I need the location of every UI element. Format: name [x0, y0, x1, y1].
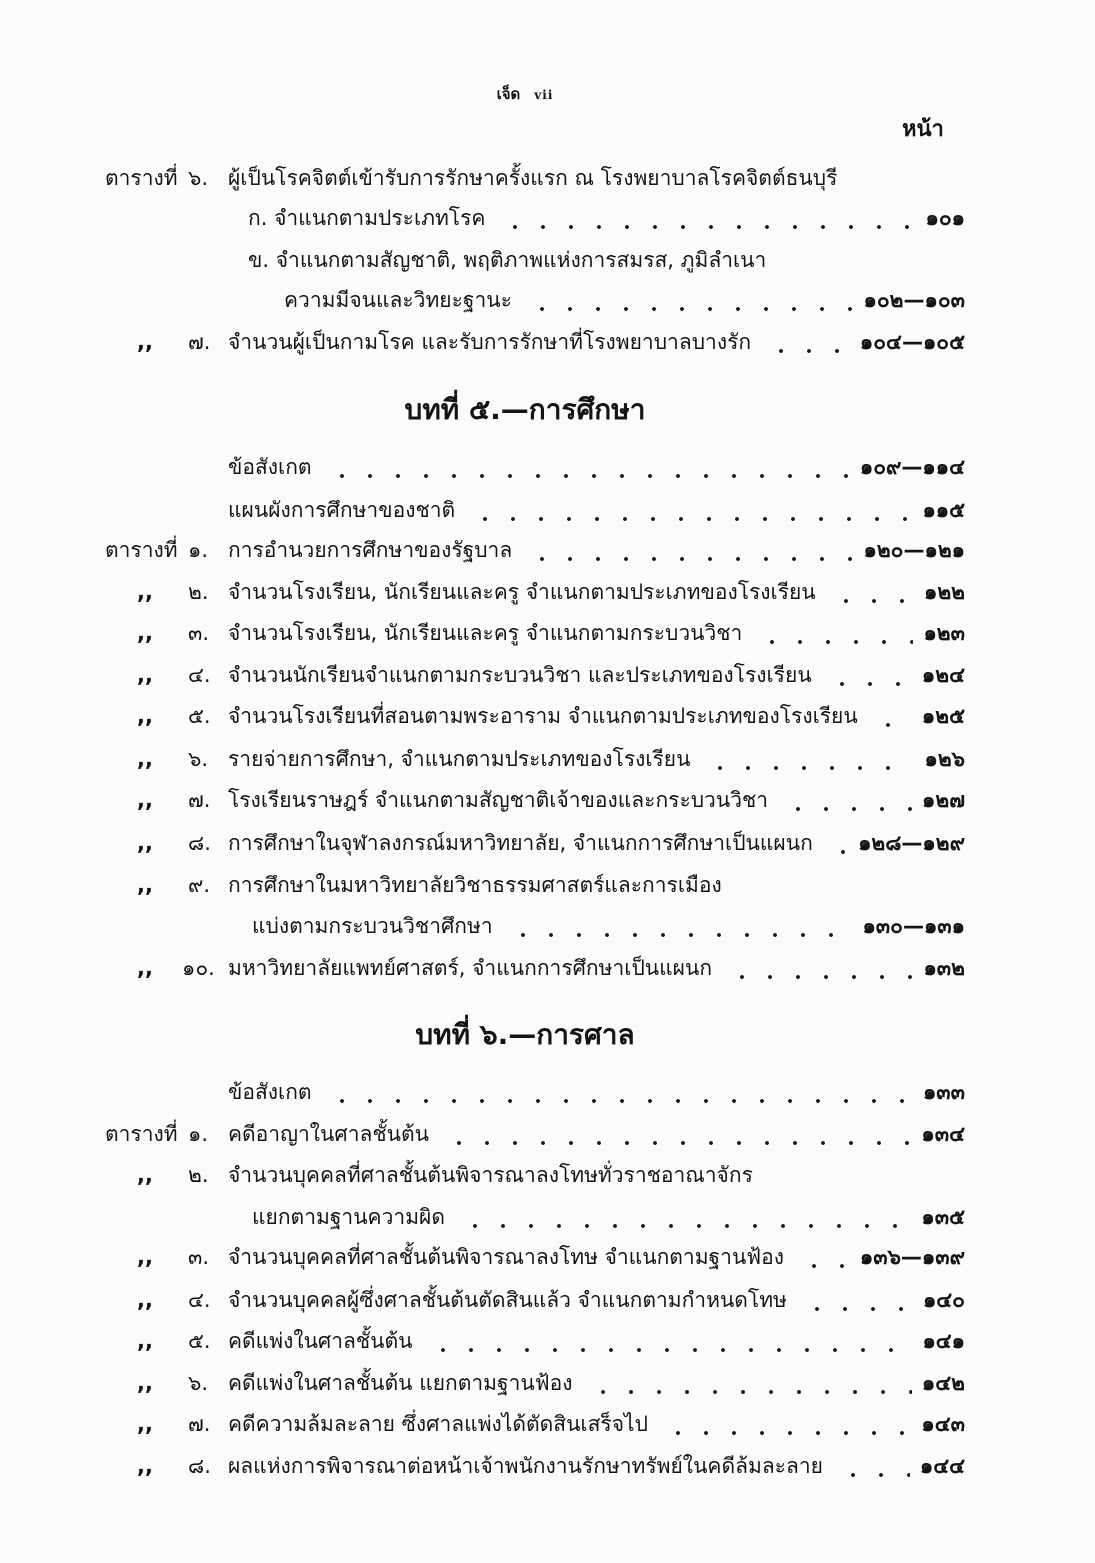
entry-title: จำนวนบุคคลที่ศาลชั้นต้นพิจารณาลงโทษทั่วราชอาณาจักร	[228, 1163, 753, 1187]
page-number: ๑๐๙—๑๑๔	[859, 455, 965, 479]
entry-title: จำนวนโรงเรียนที่สอนตามพระอาราม จำแนกตามประเภทของโรงเรียน	[228, 704, 858, 728]
dot-leader	[761, 322, 850, 362]
entry-title: จำแนกตามประเภทโรค	[274, 206, 486, 230]
entry-number: ๕.	[188, 1329, 211, 1353]
entry-number: ๕.	[188, 704, 211, 728]
entry-number: ๔.	[188, 1288, 211, 1312]
dot-leader	[822, 655, 912, 695]
table-label: ตารางที่	[105, 1122, 178, 1146]
toc-entry	[0, 823, 1095, 863]
entry-number: ๖.	[188, 1371, 209, 1395]
page-number: ๑๓๒	[923, 956, 965, 980]
entry-title: จำนวนโรงเรียน, นักเรียนและครู จำแนกตามกระบวนวิชา	[228, 621, 743, 645]
entry-title: รายจ่ายการศึกษา, จำแนกตามประเภทของโรงเรียน	[228, 747, 691, 771]
ditto-mark: ,,	[137, 1163, 153, 1187]
ditto-mark: ,,	[137, 1288, 153, 1312]
entry-title: จำนวนโรงเรียน, นักเรียนและครู จำแนกตามประเภทของโรงเรียน	[228, 580, 816, 604]
toc-subentry	[0, 240, 1095, 280]
entry-number: ๗.	[188, 788, 211, 812]
entry-number: ๒.	[188, 580, 209, 604]
toc-entry	[0, 572, 1095, 612]
dot-leader	[833, 1446, 910, 1486]
page-number: ๑๐๑	[925, 206, 965, 230]
dot-leader	[522, 280, 854, 320]
toc-entry	[0, 1280, 1095, 1320]
page-number: ๑๒๗	[922, 788, 965, 812]
entry-number: ๖.	[188, 166, 209, 190]
entry-number: ๓.	[188, 1245, 210, 1269]
entry-title: แผนผังการศึกษาของชาติ	[228, 498, 456, 522]
table-label: ตารางที่	[105, 166, 178, 190]
page-number: ๑๒๘—๑๒๙	[858, 831, 965, 855]
ditto-mark: ,,	[137, 1371, 153, 1395]
page-number: ๑๔๑	[922, 1329, 965, 1353]
entry-number: ๒.	[188, 1163, 209, 1187]
entry-title: การอำนวยการศึกษาของรัฐบาล	[228, 538, 513, 562]
dot-leader	[658, 1404, 911, 1444]
toc-entry-continuation	[0, 906, 1095, 946]
ditto-mark: ,,	[137, 831, 153, 855]
ditto-mark: ,,	[137, 747, 153, 771]
page-number: ๑๒๓	[923, 621, 965, 645]
dot-leader	[797, 1280, 913, 1320]
toc-entry	[0, 1155, 1095, 1195]
dot-leader	[826, 572, 914, 612]
table-label: ตารางที่	[105, 538, 178, 562]
page-number: ๑๓๖—๑๓๙	[859, 1245, 965, 1269]
page-number: ๑๔๔	[919, 1454, 965, 1478]
page-number: ๑๓๔	[921, 1122, 965, 1146]
entry-title: มหาวิทยาลัยแพทย์ศาสตร์, จำแนกการศึกษาเป็นแผนก	[228, 956, 713, 980]
entry-title: จำนวนผู้เป็นกามโรค และรับการรักษาที่โรงพยาบาลบางรัก	[228, 330, 752, 354]
ditto-mark: ,,	[137, 1329, 153, 1353]
page-header	[0, 82, 1050, 107]
dot-leader	[823, 823, 848, 863]
page-roman-numeral: vii	[534, 88, 554, 102]
ditto-mark: ,,	[137, 704, 153, 728]
entry-number: ๗.	[188, 330, 211, 354]
entry-title: ผู้เป็นโรคจิตต์เข้ารับการรักษาครั้งแรก ณ โรงพยาบาลโรคจิตต์ธนบุรี	[228, 166, 838, 190]
entry-title: การศึกษาในมหาวิทยาลัยวิชาธรรมศาสตร์และการเมือง	[228, 873, 722, 897]
dot-leader	[322, 447, 850, 487]
page-number: ๑๔๒	[921, 1371, 965, 1395]
entry-title: คดีแพ่งในศาลชั้นต้น	[228, 1329, 413, 1353]
entry-title: ผลแห่งการพิจารณาต่อหน้าเจ้าพนักงานรักษาทรัพย์ในคดีล้มละลาย	[228, 1454, 823, 1478]
dot-leader	[423, 1321, 913, 1361]
page-number: ๑๔๓	[921, 1412, 965, 1436]
page-number: ๑๒๐—๑๒๑	[863, 538, 965, 562]
dot-leader	[465, 490, 912, 530]
page-number: ๑๑๕	[922, 498, 965, 522]
entry-title: คดีความล้มละลาย ซึ่งศาลแพ่งได้ตัดสินเสร็จไป	[228, 1412, 648, 1436]
entry-title: คดีแพ่งในศาลชั้นต้น แยกตามฐานฟ้อง	[228, 1371, 573, 1395]
ditto-mark: ,,	[137, 788, 153, 812]
page-number: ๑๓๓	[922, 1080, 965, 1104]
toc-entry	[0, 696, 1095, 736]
ditto-mark: ,,	[137, 663, 153, 687]
ditto-mark: ,,	[137, 1245, 153, 1269]
ditto-mark: ,,	[137, 956, 153, 980]
toc-entry	[0, 447, 1095, 487]
toc-entry	[0, 158, 1095, 198]
entry-title-continued: แยกตามฐานความผิด	[252, 1205, 445, 1229]
entry-title: การศึกษาในจุฬาลงกรณ์มหาวิทยาลัย, จำแนกการศึกษาเป็นแผนก	[228, 831, 813, 855]
ditto-mark: ,,	[137, 1454, 153, 1478]
entry-title-continued: แบ่งตามกระบวนวิชาศึกษา	[252, 914, 493, 938]
toc-subentry	[0, 198, 1095, 238]
page-number: ๑๒๔	[921, 663, 965, 687]
page-number: ๑๒๒	[923, 580, 965, 604]
toc-entry	[0, 1363, 1095, 1403]
entry-number: ๔.	[188, 663, 211, 687]
toc-entry	[0, 322, 1095, 362]
toc-entry	[0, 865, 1095, 905]
toc-entry	[0, 1404, 1095, 1444]
page-number: ๑๓๕	[921, 1205, 965, 1229]
toc-entry	[0, 1114, 1095, 1154]
entry-number: ๑.	[188, 538, 209, 562]
entry-title: คดีอาญาในศาลชั้นต้น	[228, 1122, 429, 1146]
page-column-label: หน้า	[902, 117, 944, 142]
page-number: ๑๐๒—๑๐๓	[863, 288, 965, 312]
entry-number: ๖.	[188, 747, 209, 771]
entry-number: ๙.	[188, 873, 211, 897]
toc-entry	[0, 613, 1095, 653]
toc-entry	[0, 780, 1095, 820]
toc-entry-continuation	[0, 1197, 1095, 1237]
page-number: ๑๓๐—๑๓๑	[862, 914, 965, 938]
entry-title: ข้อสังเกต	[228, 455, 312, 479]
dot-leader	[503, 906, 853, 946]
entry-number: ๘.	[188, 831, 211, 855]
dot-leader	[439, 1114, 911, 1154]
toc-entry	[0, 1321, 1095, 1361]
toc-entry	[0, 655, 1095, 695]
entry-title: จำนวนนักเรียนจำแนกตามกระบวนวิชา และประเภทของโรงเรียน	[228, 663, 812, 687]
dot-leader	[455, 1197, 911, 1237]
entry-title: โรงเรียนราษฎร์ จำแนกตามสัญชาติเจ้าของและกระบวนวิชา	[228, 788, 769, 812]
ditto-mark: ,,	[137, 330, 153, 354]
toc-entry	[0, 1237, 1095, 1277]
entry-title: จำแนกตามสัญชาติ, พฤติภาพแห่งการสมรส, ภูมิลำเนา	[275, 248, 767, 272]
dot-leader	[522, 530, 853, 570]
dot-leader	[778, 780, 912, 820]
entry-title: จำนวนบุคคลที่ศาลชั้นต้นพิจารณาลงโทษ จำแนกตามฐานฟ้อง	[228, 1245, 785, 1269]
dot-leader	[583, 1363, 912, 1403]
page-number: ๑๐๔—๑๐๕	[859, 330, 965, 354]
dot-leader	[495, 198, 915, 238]
ditto-mark: ,,	[137, 621, 153, 645]
subentry-letter: ข.	[248, 248, 270, 272]
ditto-mark: ,,	[137, 1412, 153, 1436]
page-number: ๑๒๖	[924, 747, 965, 771]
ditto-mark: ,,	[137, 873, 153, 897]
subentry-letter: ก.	[248, 206, 268, 230]
entry-number: ๗.	[188, 1412, 211, 1436]
dot-leader	[700, 739, 914, 779]
toc-entry	[0, 948, 1095, 988]
toc-entry	[0, 739, 1095, 779]
dot-leader	[722, 948, 913, 988]
dot-leader	[752, 613, 913, 653]
ditto-mark: ,,	[137, 580, 153, 604]
entry-number: ๑๐.	[182, 956, 215, 980]
dot-leader	[322, 1072, 913, 1112]
page-label: เจ็ด	[496, 85, 521, 103]
chapter-heading: บทที่ ๕.—การศึกษา	[404, 393, 646, 426]
dot-leader	[794, 1237, 850, 1277]
page-number: ๑๒๕	[921, 704, 965, 728]
entry-number: ๘.	[188, 1454, 211, 1478]
entry-number: ๑.	[188, 1122, 209, 1146]
entry-title: จำนวนบุคคลผู้ซึ่งศาลชั้นต้นตัดสินแล้ว จำแนกตามกำหนดโทษ	[228, 1288, 787, 1312]
entry-title: ข้อสังเกต	[228, 1080, 312, 1104]
toc-entry	[0, 1446, 1095, 1486]
toc-entry	[0, 530, 1095, 570]
toc-entry-continuation	[0, 280, 1095, 320]
entry-number: ๓.	[188, 621, 210, 645]
page-number: ๑๔๐	[922, 1288, 965, 1312]
toc-entry	[0, 1072, 1095, 1112]
toc-entry	[0, 490, 1095, 530]
entry-title-continued: ความมีจนและวิทยะฐานะ	[284, 288, 512, 312]
dot-leader	[868, 696, 912, 736]
chapter-heading: บทที่ ๖.—การศาล	[415, 1018, 635, 1051]
